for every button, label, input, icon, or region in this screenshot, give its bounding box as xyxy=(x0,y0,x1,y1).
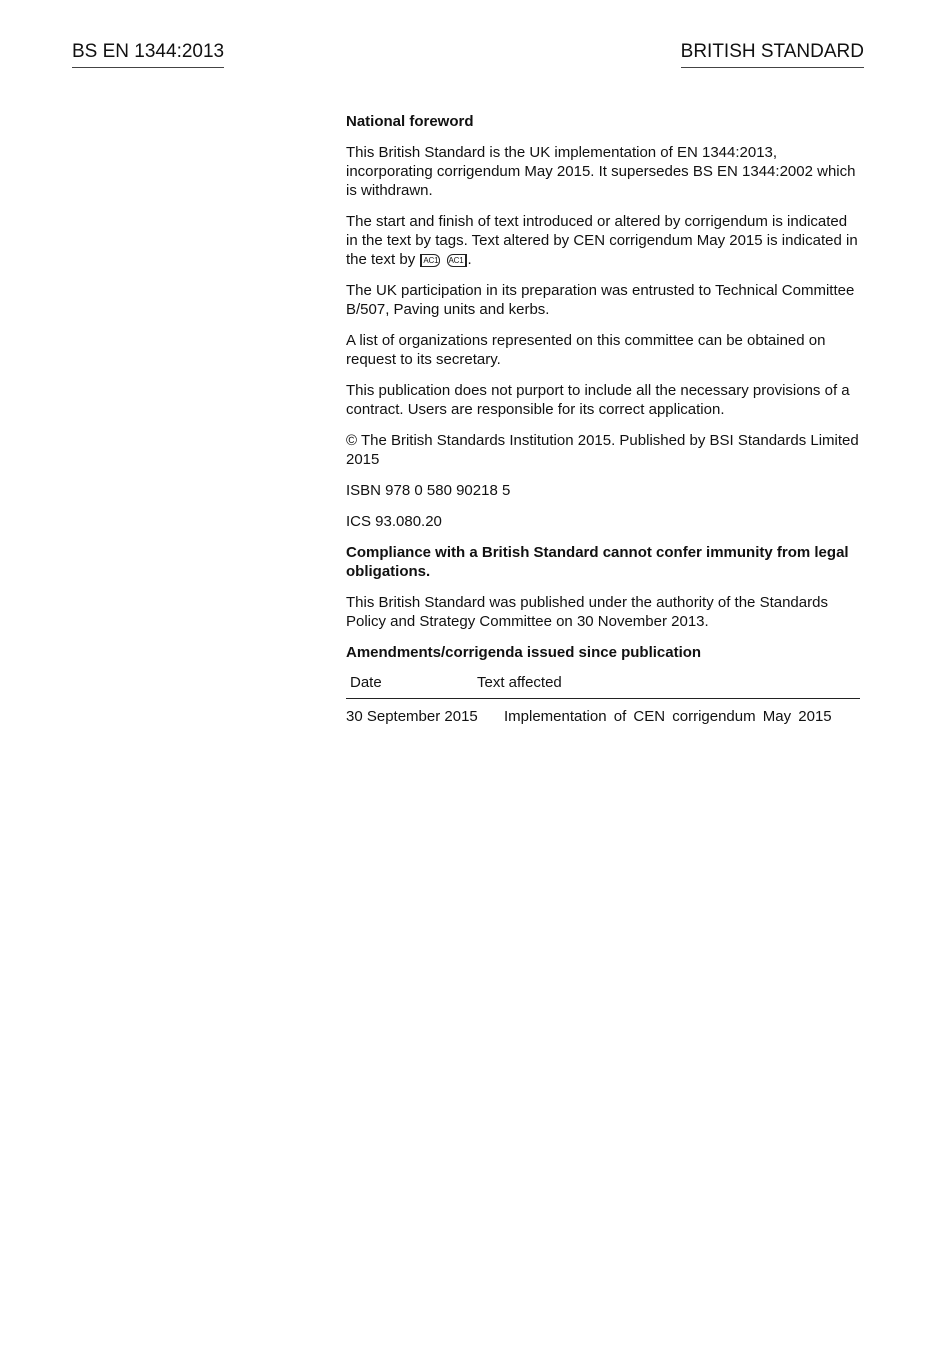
header-document-type: BRITISH STANDARD xyxy=(681,40,864,68)
ics: ICS 93.080.20 xyxy=(346,513,442,530)
header-standard-number: BS EN 1344:2013 xyxy=(72,40,224,68)
tags-text: The start and finish of text introduced or altered by corrigendum is indicated in the text by tags. Text altered by CEN corrigendum May 2015 is indicated in the text by xyxy=(346,213,858,268)
amendment-date: 30 September 2015 xyxy=(346,708,478,725)
authority-statement: This British Standard was published under the authority of the Standards Policy and Strategy Committee on 30 November 2013. xyxy=(346,594,828,630)
amendment-text: Implementation of CEN corrigendum May 2015 xyxy=(504,708,832,725)
foreword-paragraph-tags xyxy=(346,212,860,269)
amendments-title: Amendments/corrigenda issued since publication xyxy=(346,644,702,661)
foreword-paragraph-implementation: This British Standard is the UK implementation of EN 1344:2013, incorporating corrigendum May 2015. It supersedes BS EN 1344:2002 which is withdrawn. xyxy=(346,144,856,199)
ac1-start-tag-icon: AC1 xyxy=(420,254,440,267)
foreword-paragraph-organizations: A list of organizations represented on this committee can be obtained on request to its secretary. xyxy=(346,332,826,368)
foreword-title: National foreword xyxy=(346,113,474,130)
national-foreword xyxy=(346,112,860,726)
column-header-date: Date xyxy=(350,674,382,691)
compliance-notice: Compliance with a British Standard cannot confer immunity from legal obligations. xyxy=(346,544,849,580)
copyright-notice: © The British Standards Institution 2015. Published by BSI Standards Limited 2015 xyxy=(346,432,859,468)
foreword-paragraph-committee: The UK participation in its preparation was entrusted to Technical Committee B/507, Paving units and kerbs. xyxy=(346,282,855,318)
isbn: ISBN 978 0 580 90218 5 xyxy=(346,482,511,499)
tags-text-end: . xyxy=(467,251,472,268)
ac1-end-tag-icon: AC1 xyxy=(447,254,467,267)
foreword-paragraph-contract: This publication does not purport to include all the necessary provisions of a contract. Users are responsible for its correct application. xyxy=(346,382,850,418)
amendments-table-header xyxy=(346,669,860,699)
column-header-text-affected: Text affected xyxy=(477,674,562,691)
table-row xyxy=(346,707,860,726)
